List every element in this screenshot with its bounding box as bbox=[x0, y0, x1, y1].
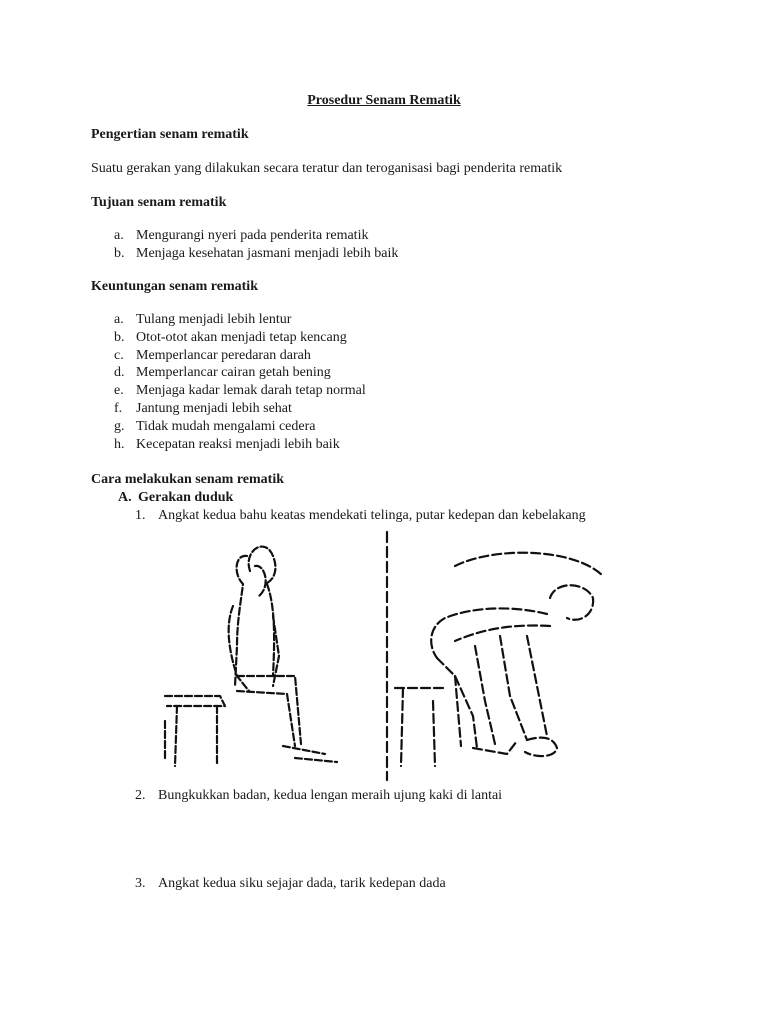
list-item: h. Kecepatan reaksi menjadi lebih baik bbox=[114, 436, 340, 452]
pengertian-text: Suatu gerakan yang dilakukan secara teratur dan teroganisasi bagi penderita rematik bbox=[91, 161, 563, 176]
list-item: g. Tidak mudah mengalami cedera bbox=[114, 418, 316, 434]
keuntungan-heading: Keuntungan senam rematik bbox=[91, 279, 258, 294]
list-item: f. Jantung menjadi lebih sehat bbox=[114, 400, 292, 416]
pengertian-heading: Pengertian senam rematik bbox=[91, 127, 249, 142]
list-item: b. Otot-otot akan menjadi tetap kencang bbox=[114, 329, 347, 345]
section-a-heading: A. Gerakan duduk bbox=[118, 490, 234, 505]
document-title: Prosedur Senam Rematik bbox=[307, 93, 461, 108]
exercise-illustration bbox=[155, 526, 611, 784]
list-item: d. Memperlancar cairan getah bening bbox=[114, 365, 331, 381]
list-item: b. Menjaga kesehatan jasmani menjadi lebih baik bbox=[114, 245, 399, 261]
step-2: 2. Bungkukkan badan, kedua lengan meraih ujung kaki di lantai bbox=[135, 788, 503, 803]
list-item: a. Tulang menjadi lebih lentur bbox=[114, 312, 292, 327]
keuntungan-list bbox=[114, 311, 366, 453]
tujuan-heading: Tujuan senam rematik bbox=[91, 195, 227, 210]
list-item: e. Menjaga kadar lemak darah tetap normal bbox=[114, 383, 366, 399]
step-3: 3. Angkat kedua siku sejajar dada, tarik kedepan dada bbox=[135, 876, 446, 891]
cara-heading: Cara melakukan senam rematik bbox=[91, 472, 285, 487]
list-item: a. Mengurangi nyeri pada penderita rematik bbox=[114, 228, 369, 243]
tujuan-list bbox=[114, 227, 398, 263]
step-1: 1. Angkat kedua bahu keatas mendekati telinga, putar kedepan dan kebelakang bbox=[135, 508, 586, 523]
list-item: c. Memperlancar peredaran darah bbox=[114, 347, 311, 363]
